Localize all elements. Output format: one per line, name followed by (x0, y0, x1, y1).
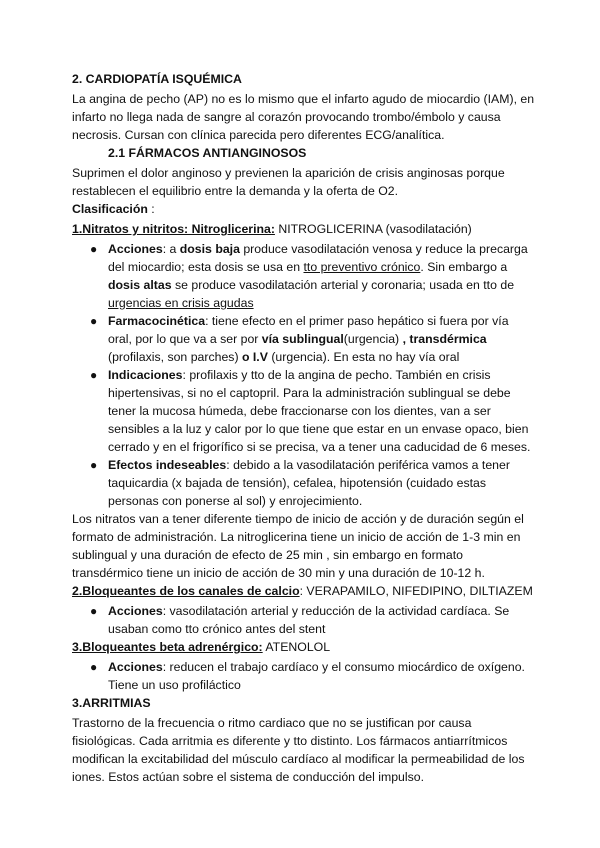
text-line: Suprimen el dolor anginoso y previenen la aparición de crisis anginosas porque (72, 166, 505, 180)
beta-title-rest: ATENOLOL (262, 640, 331, 654)
text-line: cerrado y en el frigorífico si se precisa, va a tener una caducidad de 6 meses. (108, 440, 531, 454)
clasificacion-label (72, 200, 532, 218)
beta-acciones-item (108, 658, 525, 694)
text-line: La angina de pecho (AP) no es lo mismo que el infarto agudo de miocardio (IAM), en (72, 92, 535, 106)
text-span: produce vasodilatación venosa y reduce la precarga (239, 242, 528, 256)
text-line: Tiene un uso profiláctico (108, 678, 241, 692)
text-line: transdérmico tiene un inicio de acción de 30 min y una duración de 10-12 h. (72, 566, 485, 580)
text-line: Trastorno de la frecuencia o ritmo cardiaco que no se justifican por causa (72, 716, 472, 730)
iv-text: o I.V (241, 350, 268, 364)
clasificacion-text: Clasificación (72, 202, 148, 216)
text-line: restablecen el equilibrio entre la demanda y la oferta de O2. (72, 184, 399, 198)
text-line: sensibles a la luz y calor por lo que tiene que estar en un envase opaco, bien (108, 422, 529, 436)
text-line: hipertensivas, si no el captopril. Para la administración sublingual se debe (108, 386, 511, 400)
urgencias-text: urgencias en crisis agudas (108, 296, 254, 310)
nitratos-title-bold: 1.Nitratos y nitritos: Nitroglicerina: (72, 222, 275, 236)
beta-title-bold: 3.Bloqueantes beta adrenérgico: (72, 640, 263, 654)
text-line: sublingual y una duración de efecto de 25 min , sin embargo en formato (72, 548, 464, 562)
calcio-title-rest: : VERAPAMILO, NIFEDIPINO, DILTIAZEM (299, 584, 533, 598)
text-span: (urgencia). En esta no hay vía oral (267, 350, 460, 364)
text-line: formato de administración. La nitroglicerina tiene un inicio de acción de 1-3 min en (72, 530, 521, 544)
nitratos-title (72, 220, 532, 238)
text-span: : a (162, 242, 180, 256)
text-span: : profilaxis y tto de la angina de pecho. También en crisis (182, 368, 491, 382)
acciones-label: Acciones (108, 242, 163, 256)
text-line: iones. Estos actúan sobre el sistema de conducción del impulso. (72, 770, 425, 784)
text-span: se produce vasodilatación arterial y coronaria; usada en tto de (171, 278, 515, 292)
section-2-paragraph (72, 90, 535, 144)
transdermica-text: , transdérmica (402, 332, 487, 346)
text-line: fisiológicas. Cada arritmia es diferente y tto distinto. Los fármacos antiarrítmicos (72, 734, 508, 748)
text-line: tener la mucosa húmeda, debe fraccionarse con los dientes, van a ser (108, 404, 491, 418)
calcio-title-bold: 2.Bloqueantes de los canales de calcio (72, 584, 300, 598)
efectos-item (108, 456, 510, 510)
bullet-icon: ● (90, 458, 98, 472)
farmacocinetica-item (108, 312, 509, 366)
text-span: : vasodilatación arterial y reducción de la actividad cardíaca. Se (162, 604, 510, 618)
section-3-heading: 3.ARRITMIAS (72, 696, 151, 710)
text-span: : debido a la vasodilatación periférica vamos a tener (226, 458, 510, 472)
section-2-1-heading: 2.1 FÁRMACOS ANTIANGINOSOS (108, 146, 307, 160)
text-line: personas con ponerse al sol) y enrojecimiento. (108, 494, 363, 508)
efectos-label: Efectos indeseables (108, 458, 227, 472)
dosis-baja-text: dosis baja (179, 242, 240, 256)
text-span: : tiene efecto en el primer paso hepático si fuera por vía (205, 314, 509, 328)
section-2-1-paragraph (72, 164, 532, 200)
via-sublingual-text: vía sublingual (261, 332, 344, 346)
acciones-label: Acciones (108, 604, 163, 618)
text-line: taquicardia (x bajada de tensión), cefalea, hipotensión (cuidado estas (108, 476, 487, 490)
text-span: . Sin embargo a (420, 260, 508, 274)
text-span: (urgencia) (343, 332, 403, 346)
beta-title (72, 638, 532, 656)
nitratos-title-rest: NITROGLICERINA (vasodilatación) (274, 222, 472, 236)
text-line: usaban como tto crónico antes del stent (108, 622, 326, 636)
bullet-icon: ● (90, 604, 98, 618)
text-span: (profilaxis, son parches) (108, 350, 242, 364)
text-span: : reducen el trabajo cardíaco y el consumo miocárdico de oxígeno. (162, 660, 525, 674)
acciones-label: Acciones (108, 660, 163, 674)
clasificacion-colon: : (147, 202, 155, 216)
bullet-icon: ● (90, 368, 98, 382)
calcio-title (72, 582, 532, 600)
indicaciones-label: Indicaciones (108, 368, 183, 382)
text-line: infarto no llega nada de sangre al corazón provocando trombo/émbolo y causa (72, 110, 501, 124)
bullet-icon: ● (90, 242, 98, 256)
bullet-icon: ● (90, 660, 98, 674)
text-line: necrosis. Cursan con clínica parecida pero diferentes ECG/analítica. (72, 128, 445, 142)
farmacocinetica-label: Farmacocinética (108, 314, 206, 328)
text-span: oral, por lo que va a ser por (108, 332, 262, 346)
nitratos-paragraph (72, 510, 532, 582)
acciones-item (108, 240, 528, 312)
indicaciones-item (108, 366, 530, 456)
dosis-altas-text: dosis altas (108, 278, 172, 292)
section-2-heading: 2. CARDIOPATÍA ISQUÉMICA (72, 72, 242, 86)
text-line: Los nitratos van a tener diferente tiempo de inicio de acción y de duración según el (72, 512, 524, 526)
text-span: del miocardio; esta dosis se usa en (108, 260, 304, 274)
tto-preventivo-text: tto preventivo crónico (303, 260, 421, 274)
bullet-icon: ● (90, 314, 98, 328)
text-line: modifican la excitabilidad del músculo cardíaco al modificar la permeabilidad de los (72, 752, 525, 766)
calcio-acciones-item (108, 602, 509, 638)
section-3-paragraph (72, 714, 532, 786)
